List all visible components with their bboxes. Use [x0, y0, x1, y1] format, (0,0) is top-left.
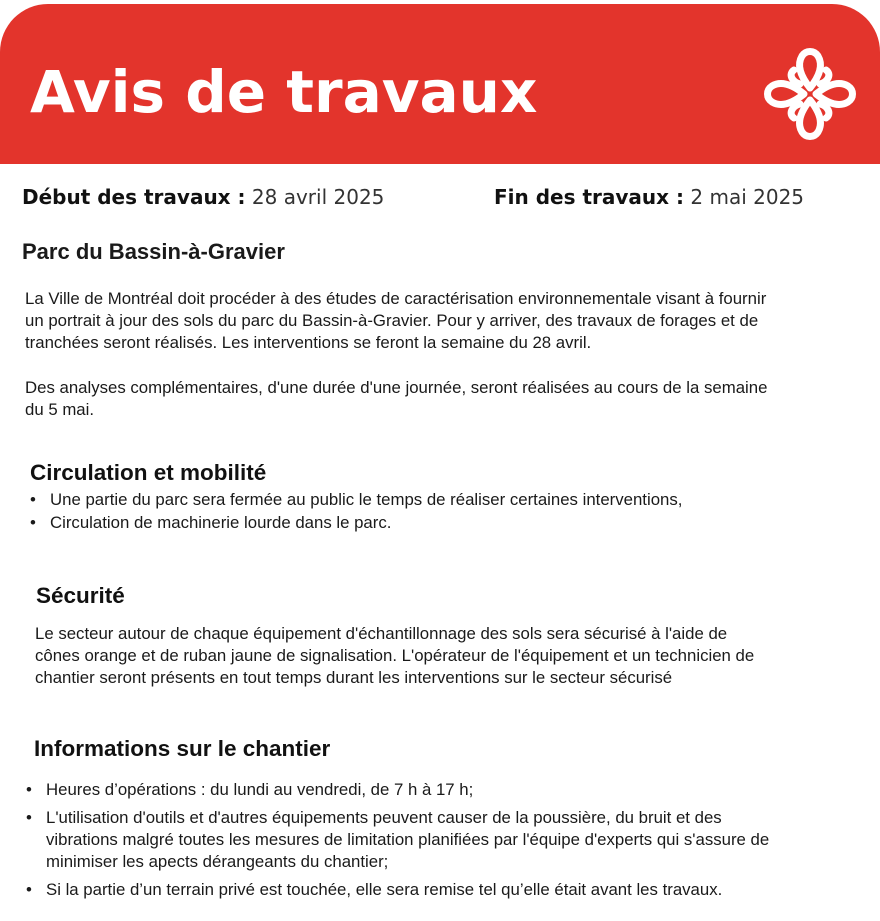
informations-heading: Informations sur le chantier [34, 736, 331, 761]
securite-heading: Sécurité [36, 583, 125, 608]
bullet-icon: • [26, 808, 32, 827]
bullet-icon: • [30, 513, 36, 532]
list-item-text: Une partie du parc sera fermée au public le temps de réaliser certaines interventions, [50, 490, 683, 509]
bullet-icon: • [26, 880, 32, 899]
informations-list [24, 779, 769, 907]
list-item-text: Si la partie d’un terrain privé est touchée, elle sera remise tel qu’elle était avant les travaux. [46, 880, 723, 899]
bullet-icon: • [30, 490, 36, 509]
text-line: du 5 mai. [25, 400, 95, 419]
list-item [24, 807, 769, 873]
text-line: un portrait à jour des sols du parc du Bassin-à-Gravier. Pour y arriver, des travaux de forages et de [25, 311, 759, 330]
park-paragraph-1 [25, 288, 766, 354]
bullet-icon: • [26, 780, 32, 799]
start-date-label: Début des travaux : [22, 185, 246, 209]
text-line: Le secteur autour de chaque équipement d'échantillonnage des sols sera sécurisé à l'aide de [35, 624, 728, 643]
end-date [494, 184, 804, 210]
start-date-value: 28 avril 2025 [251, 185, 385, 209]
list-item-text: L'utilisation d'outils et d'autres équipements peuvent causer de la poussière, du bruit et des [46, 808, 722, 827]
list-item-text: minimiser les apects dérangeants du chantier; [46, 852, 389, 871]
list-item [28, 489, 682, 511]
text-line: chantier seront présents en tout temps durant les interventions sur le secteur sécurisé [35, 668, 673, 687]
start-date [22, 184, 384, 210]
end-date-label: Fin des travaux : [494, 185, 685, 209]
list-item [28, 512, 682, 534]
list-item-text: vibrations malgré toutes les mesures de limitation planifiées par l'équipe d'experts qui s'assure de [46, 830, 770, 849]
montreal-rosette-icon [760, 44, 860, 144]
text-line: cônes orange et de ruban jaune de signalisation. L'opérateur de l'équipement et un technicien de [35, 646, 755, 665]
text-line: tranchées seront réalisés. Les interventions se feront la semaine du 28 avril. [25, 333, 592, 352]
list-item [24, 779, 769, 801]
page-title: Avis de travaux [30, 58, 538, 126]
park-paragraph-2 [25, 377, 767, 421]
list-item [24, 879, 769, 901]
park-title: Parc du Bassin-à-Gravier [22, 239, 285, 264]
circulation-heading: Circulation et mobilité [30, 460, 267, 485]
header-banner [0, 4, 880, 164]
list-item-text: Circulation de machinerie lourde dans le parc. [50, 513, 392, 532]
end-date-value: 2 mai 2025 [690, 185, 805, 209]
text-line: Des analyses complémentaires, d'une durée d'une journée, seront réalisées au cours de la semaine [25, 378, 768, 397]
circulation-list [28, 489, 682, 535]
list-item-text: Heures d’opérations : du lundi au vendredi, de 7 h à 17 h; [46, 780, 474, 799]
text-line: La Ville de Montréal doit procéder à des études de caractérisation environnementale visant à fournir [25, 289, 767, 308]
securite-paragraph [35, 623, 754, 689]
